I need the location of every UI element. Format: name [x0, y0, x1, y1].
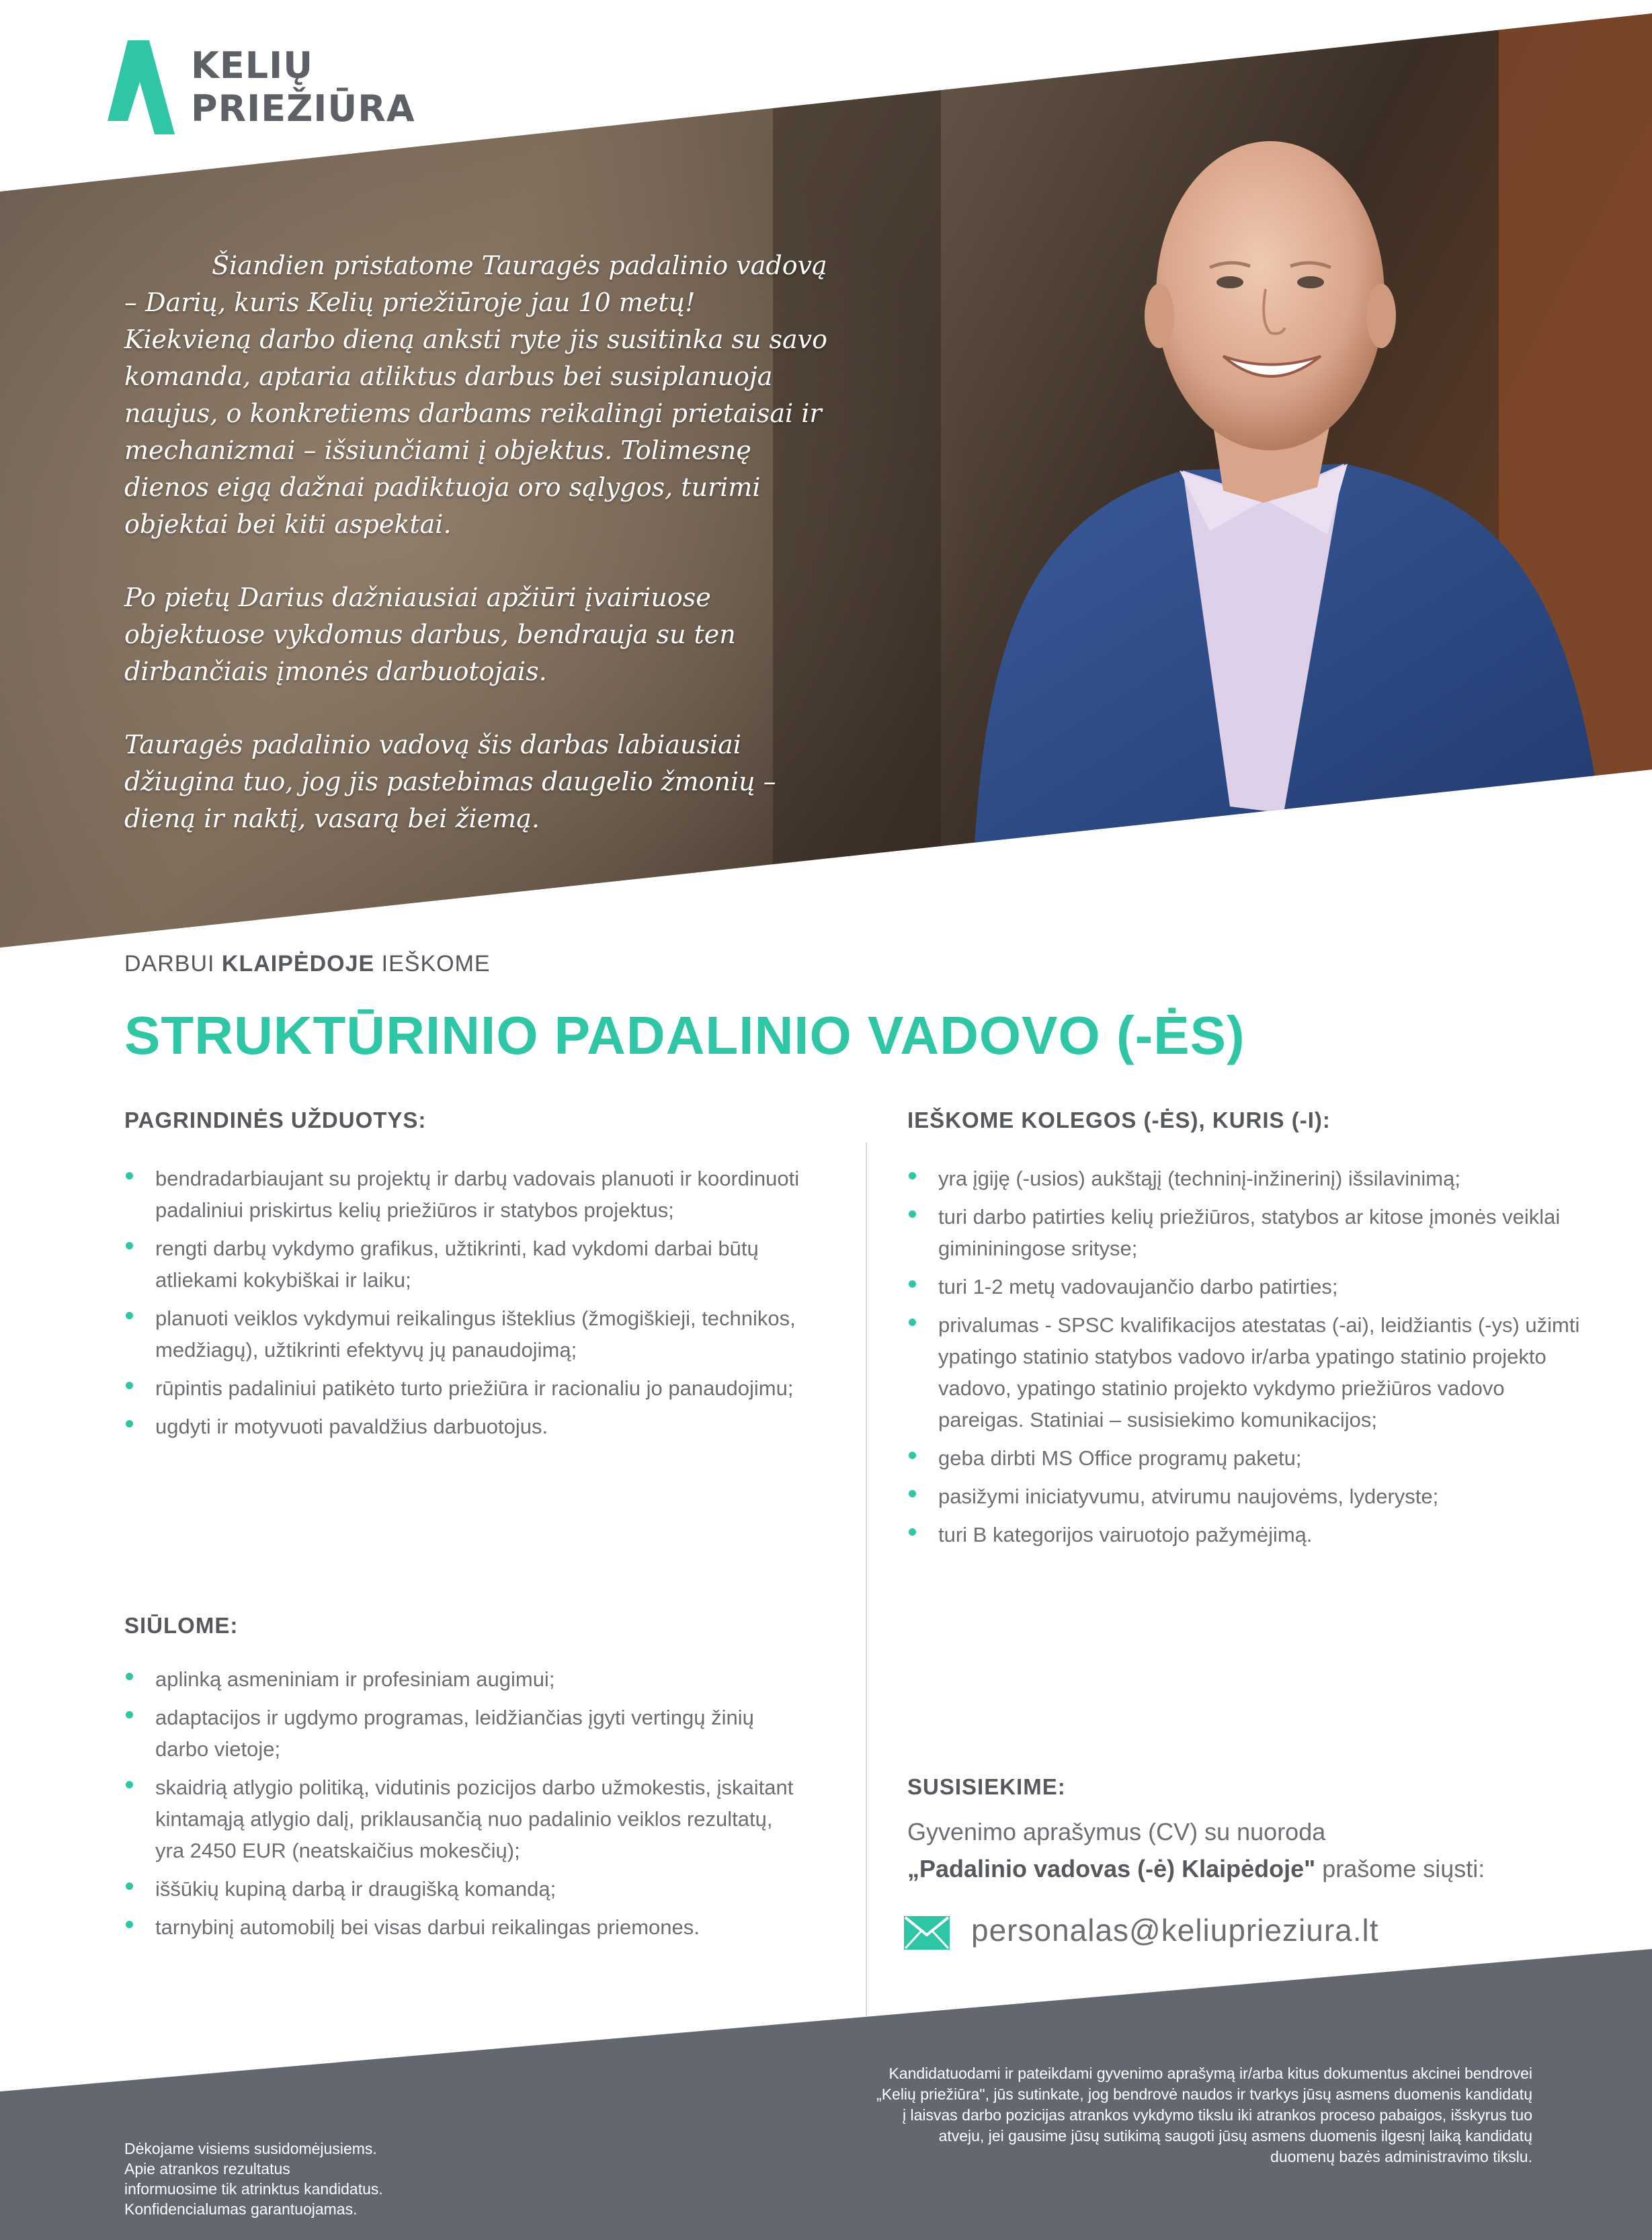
lead-line	[124, 951, 491, 977]
lead-city: KLAIPĖDOJE	[221, 951, 375, 977]
logo-line-2: PRIEŽIŪRA	[191, 87, 415, 130]
list-item: turi B kategorijos vairuotojo pažymėjimą.	[907, 1519, 1586, 1550]
offer-heading: SIŪLOME:	[124, 1613, 239, 1638]
footer-thanks-line: informuosime tik atrinktus kandidatus.	[124, 2180, 383, 2198]
offer-list	[124, 1663, 803, 1950]
contact-tail: prašome siųsti:	[1315, 1855, 1485, 1882]
logo-wordmark	[191, 44, 415, 130]
company-logo	[108, 40, 415, 141]
list-item: skaidrią atlygio politiką, vidutinis pozicijos darbo užmokestis, įskaitant kintamąją atlygio dalį, priklausančią nuo padalinio veiklos rezultatų, yra 2450 EUR (neatskaičius mokesčių);	[124, 1772, 803, 1866]
footer-privacy-notice: Kandidatuodami ir pateikdami gyvenimo aprašymą ir/arba kitus dokumentus akcinei bendrovei „Kelių priežiūra", jūs sutinkate, jog bendrovė naudos ir tvarkys jūsų asmens duomenis kandidatų į laisvas darbo pozicijas atrankos vykdymo tikslu iki atrankos proceso pabaigos, išskyrus tuo atveju, jei gausime jūsų sutikimą saugoti jūsų asmens duomenis ilgesnį laiką kandidatų duomenų bazės administravimo tikslu.	[876, 2065, 1532, 2165]
list-item: turi 1-2 metų vadovaujančio darbo patirties;	[907, 1271, 1586, 1302]
footer-thanks-line: Apie atrankos rezultatus	[124, 2160, 290, 2177]
list-item: bendradarbiaujant su projektų ir darbų vadovais planuoti ir koordinuoti padaliniui priskirtus kelių priežiūros ir statybos projektus;	[124, 1163, 803, 1226]
contact-subject-line	[907, 1855, 1485, 1883]
list-item: pasižymi iniciatyvumu, atvirumu naujovėms, lyderyste;	[907, 1481, 1586, 1512]
lead-suffix: IEŠKOME	[381, 951, 491, 977]
lead-prefix: DARBUI	[124, 951, 215, 977]
list-item: yra įgiję (-usios) aukštąjį (techninį-inžinerinį) išsilavinimą;	[907, 1163, 1586, 1194]
list-item: ugdyti ir motyvuoti pavaldžius darbuotojus.	[124, 1411, 803, 1442]
intro-paragraph: Šiandien pristatome Tauragės padalinio vadovą – Darių, kuris Kelių priežiūroje jau 10 metų! Kiekvieną darbo dieną anksti ryte jis susitinka su savo komanda, aptaria atliktus darbus bei susiplanuoja naujus, o konkretiems darbams reikalingi prietaisai ir mechanizmai – išsiunčiami į objektus. Tolimesnę dienos eigą dažnai padiktuoja oro sąlygos, turimi objektai bei kiti aspektai.	[124, 251, 827, 539]
list-item: adaptacijos ir ugdymo programas, leidžiančias įgyti vertingų žinių darbo vietoje;	[124, 1702, 803, 1765]
job-title: STRUKTŪRINIO PADALINIO VADOVO (-ĖS)	[124, 1005, 1245, 1065]
contact-subject: „Padalinio vadovas (-ė) Klaipėdoje"	[907, 1855, 1316, 1882]
intro-paragraph: Tauragės padalinio vadovą šis darbas labiausiai džiugina tuo, jog jis pastebimas daugelio žmonių – dieną ir naktį, vasarą bei žiemą.	[124, 730, 776, 833]
contact-email-link[interactable]: personalas@keliuprieziura.lt	[971, 1913, 1379, 1948]
list-item: rengti darbų vykdymo grafikus, užtikrinti, kad vykdomi darbai būtų atliekami kokybiškai ir laiku;	[124, 1233, 803, 1296]
footer-thanks-line: Dėkojame visiems susidomėjusiems.	[124, 2140, 377, 2157]
contact-instruction: Gyvenimo aprašymus (CV) su nuoroda	[907, 1818, 1326, 1845]
tasks-heading: PAGRINDINĖS UŽDUOTYS:	[124, 1108, 427, 1132]
logo-line-1: KELIŲ	[191, 44, 314, 87]
list-item: aplinką asmeniniam ir profesiniam augimui;	[124, 1663, 803, 1695]
footer-thanks	[124, 2139, 501, 2219]
list-item: rūpintis padaliniui patikėto turto priežiūra ir racionaliu jo panaudojimu;	[124, 1372, 803, 1404]
list-item: turi darbo patirties kelių priežiūros, statybos ar kitose įmonės veiklai gimininingose srityse;	[907, 1201, 1586, 1264]
requirements-list	[907, 1163, 1586, 1557]
list-item: geba dirbti MS Office programų paketu;	[907, 1442, 1586, 1474]
list-item: iššūkių kupiną darbą ir draugišką komandą;	[124, 1873, 803, 1905]
logo-mark-icon	[108, 40, 185, 134]
footer-thanks-line: Konfidencialumas garantuojamas.	[124, 2200, 358, 2218]
intro-paragraph: Po pietų Darius dažniausiai apžiūri įvairiuose objektuose vykdomus darbus, bendrauja su ten dirbančiais įmonės darbuotojais.	[124, 583, 736, 686]
mail-icon	[904, 1916, 950, 1950]
requirements-heading: IEŠKOME KOLEGOS (-ĖS), KURIS (-I):	[907, 1108, 1331, 1132]
list-item: privalumas - SPSC kvalifikacijos atestatas (-ai), leidžiantis (-ys) užimti ypatingo statinio statybos vadovo ir/arba ypatingo statinio projekto vadovo, ypatingo statinio projekto vykdymo priežiūros vadovo pareigas. Statiniai – susisiekimo komunikacijos;	[907, 1309, 1586, 1436]
column-divider	[866, 1143, 867, 2016]
list-item: tarnybinį automobilį bei visas darbui reikalingas priemones.	[124, 1911, 803, 1943]
intro-story	[124, 247, 830, 874]
tasks-list	[124, 1163, 803, 1449]
list-item: planuoti veiklos vykdymui reikalingus išteklius (žmogiškieji, technikos, medžiagų), užtikrinti efektyvų jų panaudojimą;	[124, 1302, 803, 1366]
contact-heading: SUSISIEKIME:	[907, 1774, 1066, 1799]
